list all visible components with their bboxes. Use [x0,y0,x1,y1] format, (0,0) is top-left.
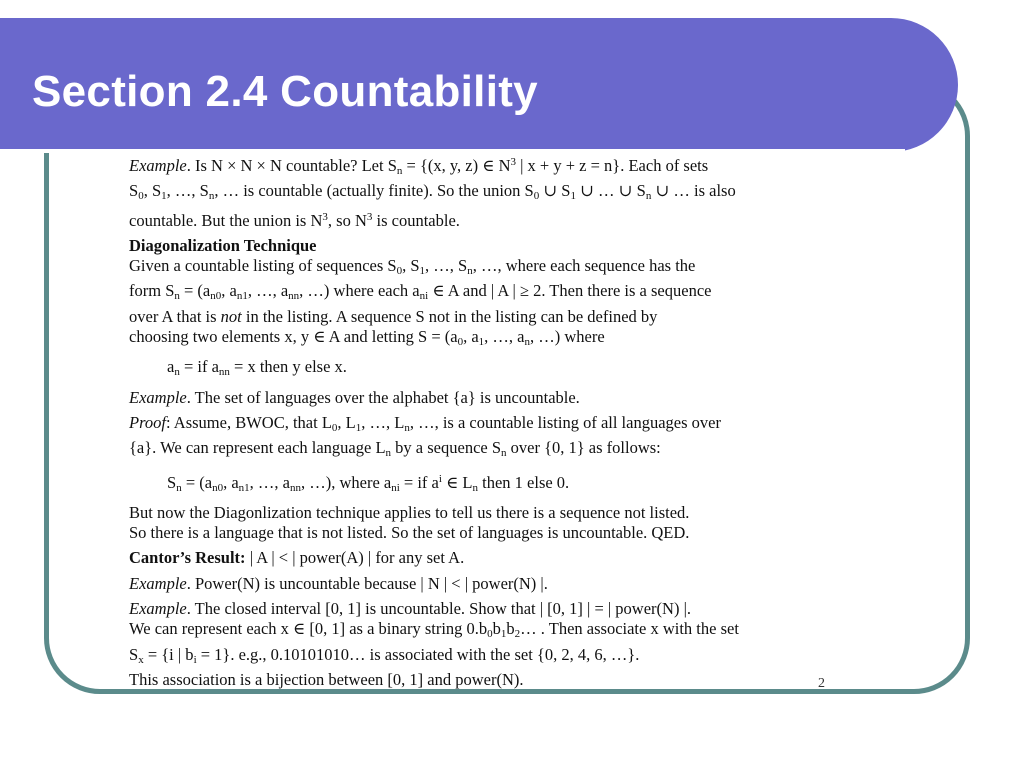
example-4-line-1: Example. The closed interval [0, 1] is uncountable. Show that | [0, 1] | = | power(N) |. [129,599,691,619]
diagonalization-line-2: form $S_n = (a_{n0}$, $a_{n1}$, …, $a_{nn}$, …) where each $a_{ni}$ ∈ A and | A | ≥ 2. Then there is a sequence [129,281,712,303]
example-1-line-2: $S_0$, $S_1$, …, $S_n$, … is countable (actually finite). So the union $S_0$ ∪ $S_1$ ∪ … ∪ $S_n$ ∪ … is also [129,181,736,203]
diagonalization-heading: Diagonalization Technique [129,235,317,255]
example-4-line-3: $S_x = \{i$ | $b_i = 1$}. e.g., 0.10101010… is associated with the set {0, 2, 4, 6, …}. [129,644,640,666]
conclusion-line-2: So there is a language that is not listed. So the set of languages is uncountable. QED. [129,523,690,543]
proof-line-1: Proof: Assume, BWOC, that $L_0$, $L_1$, …, $L_n$, …, is a countable listing of all languages over [129,412,721,434]
slide-title: Section 2.4 Countability [32,67,538,116]
proof-line-2: {a}. We can represent each language $L_n$ by a sequence $S_n$ over {0, 1} as follows: [129,438,661,460]
page-number: 2 [818,676,825,691]
sequence-definition: $S_n = (a_{n0}$, $a_{n1}$, …, $a_{nn}$, …), where $a_{ni}$ = if $a^i$ ∈ $L_n$ then 1 else 0. [167,472,570,494]
example-1-line-3: countable. But the union is $N^3$, so $N^3$ is countable. [129,210,460,230]
cantor-result: Cantor’s Result: | A | < | power(A) | for any set A. [129,548,465,568]
diagonal-definition: $a_n$ = if $a_{nn} = x$ then y else x. [167,357,347,379]
example-1-line-1: Example. Is N × N × N countable? Let $S_n = \{(x$, y, z) ∈ $N^3$ | x + y + z = n}. Each of sets [129,156,709,177]
diagonalization-line-1: Given a countable listing of sequences $S_0$, $S_1$, …, $S_n$, …, where each sequence has the [129,256,696,278]
example-4-line-4: This association is a bijection between [0, 1] and power(N). [129,669,524,689]
example-3: Example. Power(N) is uncountable because | N | < | power(N) |. [129,573,548,593]
example-2: Example. The set of languages over the alphabet {a} is uncountable. [129,387,580,407]
title-bar [0,18,958,152]
diagonalization-line-3: over A that is not in the listing. A sequence S not in the listing can be defined by [129,306,658,326]
example-4-line-2: We can represent each x ∈ [0, 1] as a binary string $0.b_0b_1b_2\dots$ . Then associate x with the set [129,619,739,641]
diagonalization-line-4: choosing two elements x, y ∈ A and letting $S = (a_0$, $a_1$, …, $a_n$, …) where [129,327,605,349]
conclusion-line-1: But now the Diagonlization technique applies to tell us there is a sequence not listed. [129,502,690,522]
slide-body [129,152,869,690]
